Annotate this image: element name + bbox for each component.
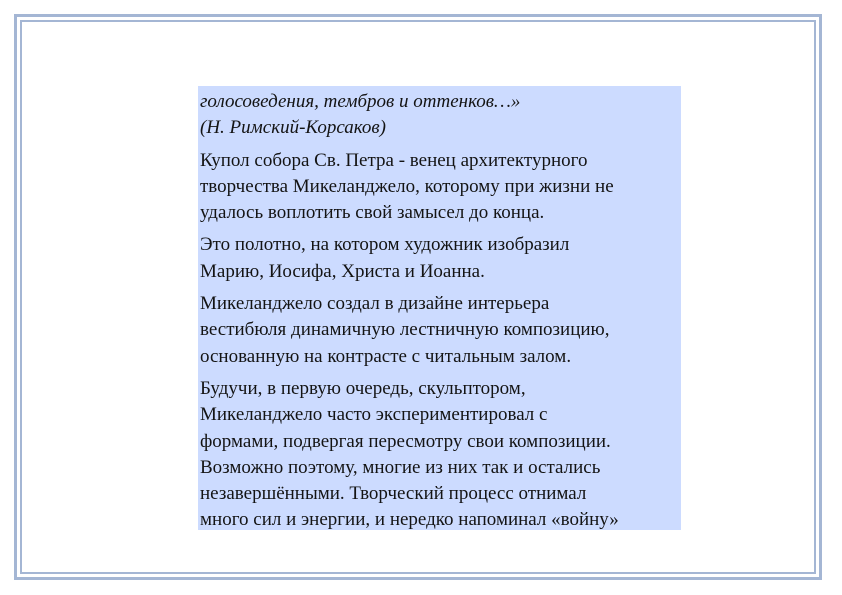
- paragraph-line: удалось воплотить свой замысел до конца.: [200, 202, 545, 224]
- quote-block: [200, 89, 679, 142]
- paragraph-line: вестибюля динамичную лестничную композицию,: [200, 319, 610, 341]
- highlighted-text-block: [198, 86, 681, 530]
- paragraph-line: Микеланджело создал в дизайне интерьера: [200, 293, 550, 315]
- paragraph-line: Будучи, в первую очередь, скульптором,: [200, 377, 526, 399]
- paragraph-line: основанную на контрасте с читальным залом.: [200, 345, 572, 367]
- paragraph-line: творчества Микеланджело, которому при жизни не: [200, 175, 614, 197]
- paragraph-painting: [200, 232, 679, 285]
- paragraph-line: много сил и энергии, и нередко напоминал «войну»: [200, 509, 619, 531]
- paragraph-line: Возможно поэтому, многие из них так и остались: [200, 456, 601, 478]
- paragraph-line: Это полотно, на котором художник изобразил: [200, 234, 570, 256]
- paragraph-line: незавершёнными. Творческий процесс отнимал: [200, 483, 587, 505]
- paragraph-vestibule: [200, 291, 679, 370]
- paragraph-line: формами, подвергая пересмотру свои композиции.: [200, 430, 611, 452]
- paragraph-line: Купол собора Св. Петра - венец архитектурного: [200, 149, 588, 171]
- paragraph-sculptor: [200, 376, 679, 534]
- quote-line: голосоведения, тембров и оттенков…»: [200, 91, 521, 112]
- paragraph-line: Микеланджело часто экспериментировал с: [200, 404, 548, 426]
- paragraph-line: Марию, Иосифа, Христа и Иоанна.: [200, 260, 485, 282]
- paragraph-dome: [200, 148, 679, 227]
- quote-author: (Н. Римский-Корсаков): [200, 117, 387, 139]
